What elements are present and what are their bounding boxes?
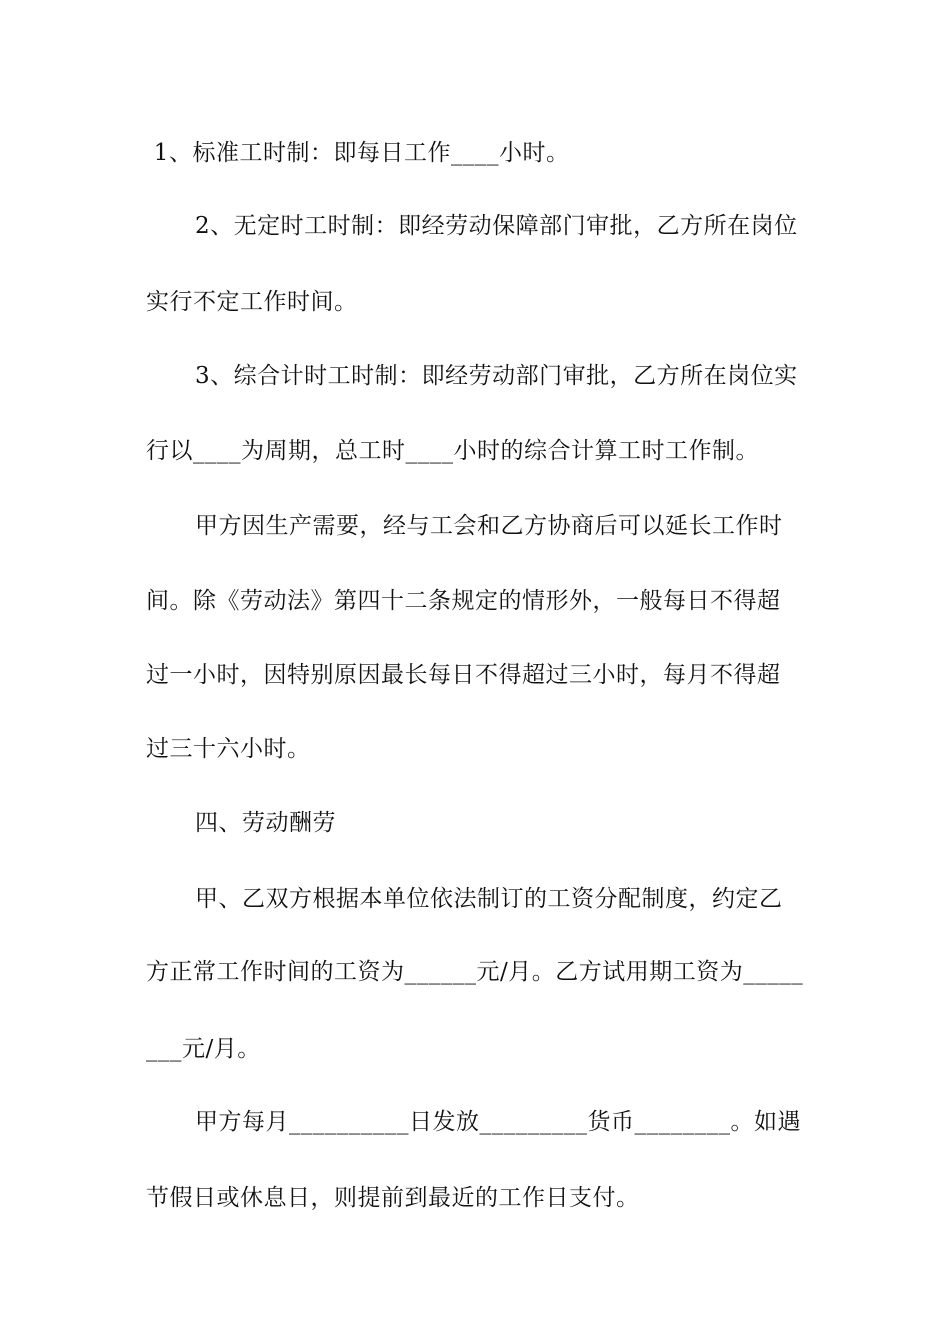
text-line-8: 过一小时，因特别原因最长每日不得超过三小时，每月不得超 — [146, 662, 781, 688]
text-line-4: 3、综合计时工时制：即经劳动部门审批，乙方所在岗位实 — [195, 363, 798, 389]
text-line-11: 甲、乙双方根据本单位依法制订的工资分配制度，约定乙 — [195, 886, 783, 912]
text-line-13: ___元/月。 — [146, 1036, 261, 1062]
text-line-12: 方正常工作时间的工资为______元/月。乙方试用期工资为_____ — [146, 959, 804, 985]
text-line-5: 行以____为周期，总工时____小时的综合计算工时工作制。 — [146, 438, 759, 464]
text-line-15: 节假日或休息日，则提前到最近的工作日支付。 — [146, 1185, 640, 1211]
text-line-3: 实行不定工作时间。 — [146, 289, 358, 315]
text-line-9: 过三十六小时。 — [146, 736, 311, 762]
text-line-7: 间。除《劳动法》第四十二条规定的情形外，一般每日不得超 — [146, 588, 781, 614]
text-line-1: 1、标准工时制：即每日工作____小时。 — [146, 140, 570, 166]
text-line-2: 2、无定时工时制：即经劳动保障部门审批，乙方所在岗位 — [195, 213, 798, 239]
section-heading-remuneration: 四、劳动酬劳 — [195, 810, 336, 836]
text-line-6: 甲方因生产需要，经与工会和乙方协商后可以延长工作时 — [195, 513, 783, 539]
text-line-14: 甲方每月__________日发放_________货币________。如遇 — [195, 1109, 801, 1135]
